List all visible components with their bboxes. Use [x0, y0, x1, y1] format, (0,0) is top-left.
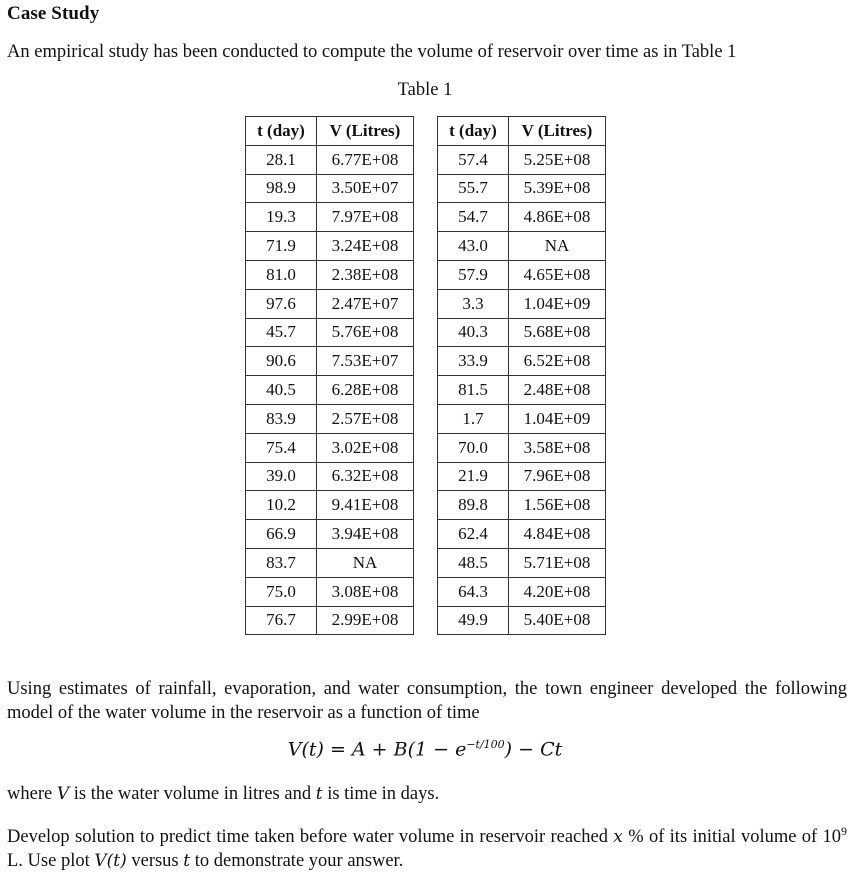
table-row: [246, 376, 414, 405]
cell-v-litres: 4.65E+08: [509, 260, 606, 289]
cell-v-litres: 9.41E+08: [317, 491, 414, 520]
cell-t-day: 10.2: [246, 491, 317, 520]
cell-v-litres: 6.77E+08: [317, 145, 414, 174]
text-segment: % of its initial volume of 10: [622, 827, 841, 848]
variable-vt: V(t): [94, 851, 127, 872]
variable-definition: [7, 782, 847, 806]
table-row: [246, 347, 414, 376]
table-row: [246, 145, 414, 174]
equation-exponent: −t/100: [466, 738, 505, 751]
cell-v-litres: 2.47E+07: [317, 289, 414, 318]
cell-t-day: 39.0: [246, 462, 317, 491]
cell-v-litres: 2.48E+08: [509, 376, 606, 405]
cell-t-day: 70.0: [438, 433, 509, 462]
cell-v-litres: 4.20E+08: [509, 577, 606, 606]
cell-t-day: 54.7: [438, 203, 509, 232]
table-row: [438, 433, 606, 462]
cell-v-litres: 3.24E+08: [317, 232, 414, 261]
cell-t-day: 3.3: [438, 289, 509, 318]
cell-t-day: 48.5: [438, 548, 509, 577]
volume-equation: [0, 738, 850, 760]
table-row: [246, 548, 414, 577]
cell-t-day: 19.3: [246, 203, 317, 232]
cell-t-day: 90.6: [246, 347, 317, 376]
table-row: [246, 203, 414, 232]
table-header-row: [438, 117, 606, 146]
table-row: [438, 232, 606, 261]
cell-v-litres: 6.28E+08: [317, 376, 414, 405]
cell-t-day: 98.9: [246, 174, 317, 203]
table-row: [438, 376, 606, 405]
cell-t-day: 83.7: [246, 548, 317, 577]
cell-t-day: 45.7: [246, 318, 317, 347]
table-row: [246, 174, 414, 203]
text-segment: is the water volume in litres and: [69, 784, 316, 804]
cell-v-litres: 3.50E+07: [317, 174, 414, 203]
cell-v-litres: 5.39E+08: [509, 174, 606, 203]
text-segment: L. Use plot: [7, 851, 95, 872]
table-row: [438, 289, 606, 318]
cell-t-day: 75.0: [246, 577, 317, 606]
data-table-left: [245, 116, 414, 635]
cell-v-litres: 7.96E+08: [509, 462, 606, 491]
cell-v-litres: 4.86E+08: [509, 203, 606, 232]
task-instruction: [7, 819, 847, 873]
cell-v-litres: NA: [509, 232, 606, 261]
table-row: [438, 606, 606, 635]
table-row: [438, 548, 606, 577]
header-t-day: t (day): [438, 117, 509, 146]
table-row: [246, 491, 414, 520]
table-caption: Table 1: [397, 80, 453, 100]
header-v-litres: V (Litres): [317, 117, 414, 146]
cell-t-day: 64.3: [438, 577, 509, 606]
text-segment: Develop solution to predict time taken before water volume in reservoir reached: [7, 827, 614, 848]
cell-v-litres: 2.99E+08: [317, 606, 414, 635]
cell-v-litres: 1.04E+09: [509, 289, 606, 318]
variable-t: t: [183, 851, 191, 872]
cell-v-litres: 2.57E+08: [317, 404, 414, 433]
table-row: [246, 433, 414, 462]
text-segment: where: [7, 784, 57, 804]
table-row: [246, 318, 414, 347]
cell-t-day: 33.9: [438, 347, 509, 376]
cell-v-litres: 5.40E+08: [509, 606, 606, 635]
cell-v-litres: 5.68E+08: [509, 318, 606, 347]
cell-v-litres: 3.02E+08: [317, 433, 414, 462]
cell-t-day: 62.4: [438, 520, 509, 549]
cell-v-litres: 1.04E+09: [509, 404, 606, 433]
table-row: [438, 318, 606, 347]
data-table-right: [437, 116, 606, 635]
cell-t-day: 49.9: [438, 606, 509, 635]
table-row: [246, 606, 414, 635]
model-description: Using estimates of rainfall, evaporation, and water consumption, the town engineer developed the following model of the water volume in the reservoir as a function of time: [7, 679, 847, 723]
cell-v-litres: 6.32E+08: [317, 462, 414, 491]
cell-t-day: 28.1: [246, 145, 317, 174]
cell-t-day: 83.9: [246, 404, 317, 433]
table-row: [246, 577, 414, 606]
table-row: [438, 174, 606, 203]
table-row: [246, 520, 414, 549]
cell-v-litres: 1.56E+08: [509, 491, 606, 520]
table-row: [438, 462, 606, 491]
cell-v-litres: 5.71E+08: [509, 548, 606, 577]
cell-t-day: 81.5: [438, 376, 509, 405]
cell-t-day: 40.5: [246, 376, 317, 405]
table-row: [438, 260, 606, 289]
table-row: [438, 520, 606, 549]
table-row: [246, 462, 414, 491]
cell-v-litres: 4.84E+08: [509, 520, 606, 549]
table-row: [438, 203, 606, 232]
cell-t-day: 75.4: [246, 433, 317, 462]
variable-x: x: [613, 827, 623, 848]
table-row: [438, 491, 606, 520]
cell-v-litres: 7.97E+08: [317, 203, 414, 232]
equation-rhs: ) − Ct: [504, 738, 563, 761]
exponent-9: 9: [841, 824, 847, 838]
cell-v-litres: 5.25E+08: [509, 145, 606, 174]
cell-t-day: 40.3: [438, 318, 509, 347]
case-study-heading: Case Study: [7, 3, 100, 24]
cell-v-litres: 7.53E+07: [317, 347, 414, 376]
variable-v: V: [56, 784, 70, 804]
text-segment: is time in days.: [322, 784, 440, 804]
text-segment: versus: [126, 851, 184, 872]
cell-t-day: 71.9: [246, 232, 317, 261]
table-row: [438, 145, 606, 174]
cell-t-day: 43.0: [438, 232, 509, 261]
cell-v-litres: 3.94E+08: [317, 520, 414, 549]
table-header-row: [246, 117, 414, 146]
cell-t-day: 57.9: [438, 260, 509, 289]
cell-t-day: 1.7: [438, 404, 509, 433]
cell-t-day: 21.9: [438, 462, 509, 491]
cell-v-litres: NA: [317, 548, 414, 577]
table-row: [438, 404, 606, 433]
cell-v-litres: 6.52E+08: [509, 347, 606, 376]
cell-v-litres: 3.08E+08: [317, 577, 414, 606]
cell-t-day: 66.9: [246, 520, 317, 549]
cell-t-day: 81.0: [246, 260, 317, 289]
cell-t-day: 57.4: [438, 145, 509, 174]
header-v-litres: V (Litres): [509, 117, 606, 146]
cell-v-litres: 2.38E+08: [317, 260, 414, 289]
cell-v-litres: 5.76E+08: [317, 318, 414, 347]
table-row: [438, 577, 606, 606]
table-row: [246, 289, 414, 318]
intro-text: An empirical study has been conducted to compute the volume of reservoir over time as in Table 1: [7, 42, 737, 62]
cell-t-day: 76.7: [246, 606, 317, 635]
table-row: [246, 404, 414, 433]
equation-lhs: V(t) = A + B(1 − e: [287, 738, 467, 761]
table-row: [246, 260, 414, 289]
cell-t-day: 97.6: [246, 289, 317, 318]
variable-t: t: [315, 784, 323, 804]
table-row: [246, 232, 414, 261]
header-t-day: t (day): [246, 117, 317, 146]
cell-t-day: 55.7: [438, 174, 509, 203]
text-segment: to demonstrate your answer.: [190, 851, 404, 872]
cell-t-day: 89.8: [438, 491, 509, 520]
table-row: [438, 347, 606, 376]
cell-v-litres: 3.58E+08: [509, 433, 606, 462]
